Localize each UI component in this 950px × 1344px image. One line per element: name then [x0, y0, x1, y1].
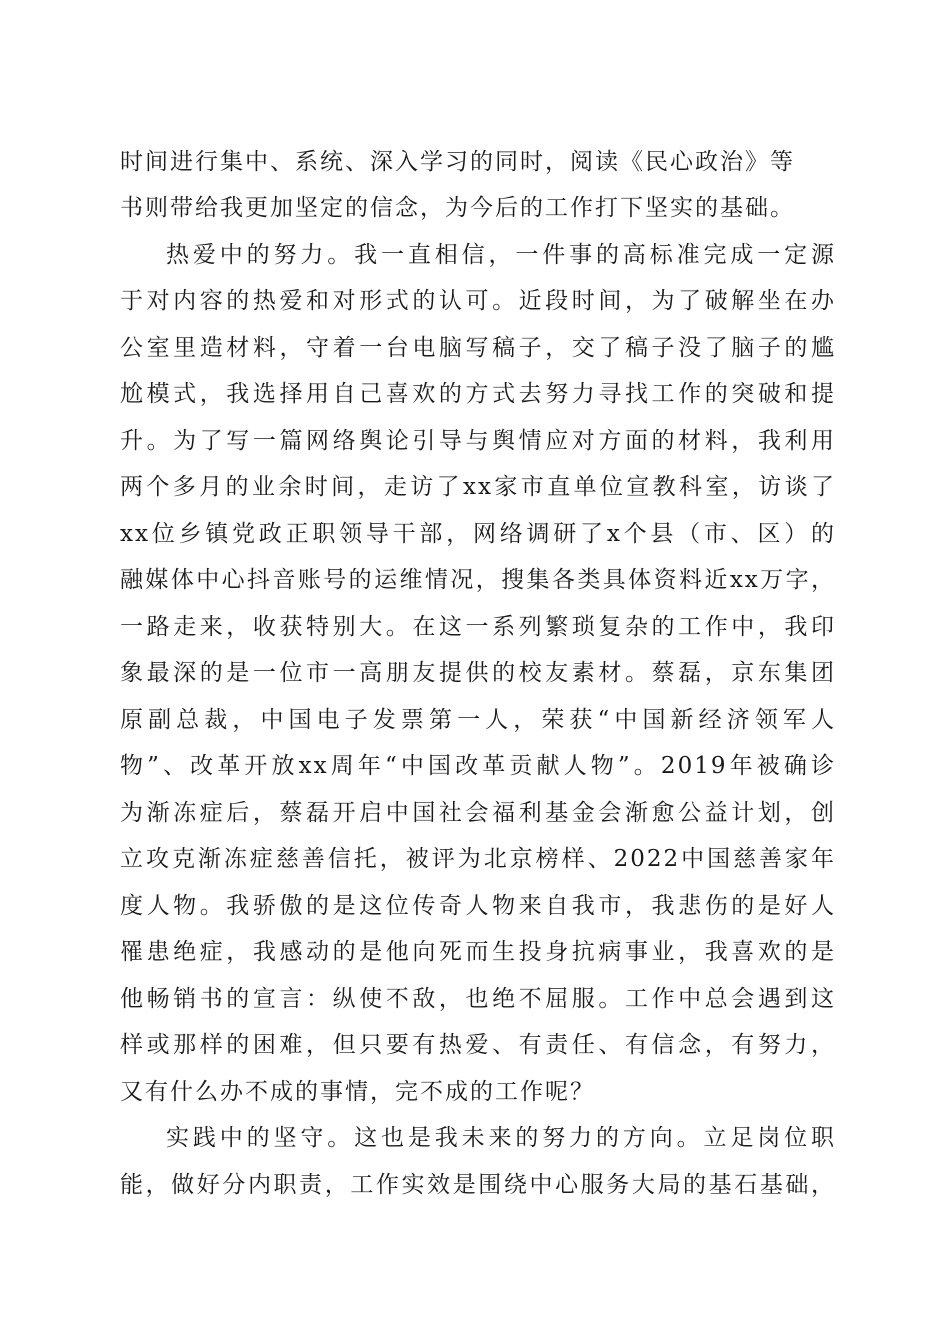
text-line: 物”、改革开放xx周年“中国改革贡献人物”。2019年被确诊 [120, 753, 836, 779]
text-line: 升。为了写一篇网络舆论引导与舆情应对方面的材料，我利用 [120, 428, 836, 454]
text-line: 立攻克渐冻症慈善信托，被评为北京榜样、2022中国慈善家年 [120, 846, 836, 872]
paragraph-heading-line: 实践中的坚守。这也是我未来的努力的方向。立足岗位职 [166, 1125, 836, 1151]
text-line: 时间进行集中、系统、深入学习的同时，阅读《民心政治》等 [120, 149, 795, 175]
text-line: 为渐冻症后，蔡磊开启中国社会福利基金会渐愈公益计划，创 [120, 800, 836, 826]
text-line: xx位乡镇党政正职领导干部，网络调研了x个县（市、区）的 [120, 521, 836, 547]
text-line: 样或那样的困难，但只要有热爱、有责任、有信念，有努力， [120, 1032, 836, 1058]
text-line: 融媒体中心抖音账号的运维情况，搜集各类具体资料近xx万字， [120, 567, 836, 593]
paragraph-heading-line: 热爱中的努力。我一直相信，一件事的高标准完成一定源 [166, 242, 836, 268]
text-line: 一路走来，收获特别大。在这一系列繁琐复杂的工作中，我印 [120, 614, 836, 640]
text-line: 能，做好分内职责，工作实效是围绕中心服务大局的基石基础， [120, 1172, 836, 1198]
text-line: 尬模式，我选择用自己喜欢的方式去努力寻找工作的突破和提 [120, 381, 836, 407]
text-line: 他畅销书的宣言：纵使不敌，也绝不屈服。工作中总会遇到这 [120, 986, 836, 1012]
text-line: 原副总裁，中国电子发票第一人，荣获“中国新经济领军人 [120, 707, 836, 733]
text-line: 公室里造材料，守着一台电脑写稿子，交了稿子没了脑子的尴 [120, 335, 836, 361]
text-line: 书则带给我更加坚定的信念，为今后的工作打下坚实的基础。 [120, 195, 795, 221]
text-line: 度人物。我骄傲的是这位传奇人物来自我市，我悲伤的是好人 [120, 893, 836, 919]
text-line: 两个多月的业余时间，走访了xx家市直单位宣教科室，访谈了 [120, 474, 836, 500]
text-line: 于对内容的热爱和对形式的认可。近段时间，为了破解坐在办 [120, 288, 836, 314]
text-line: 罹患绝症，我感动的是他向死而生投身抗病事业，我喜欢的是 [120, 939, 836, 965]
text-line: 象最深的是一位市一高朋友提供的校友素材。蔡磊，京东集团 [120, 660, 836, 686]
text-line: 又有什么办不成的事情，完不成的工作呢？ [120, 1079, 595, 1105]
